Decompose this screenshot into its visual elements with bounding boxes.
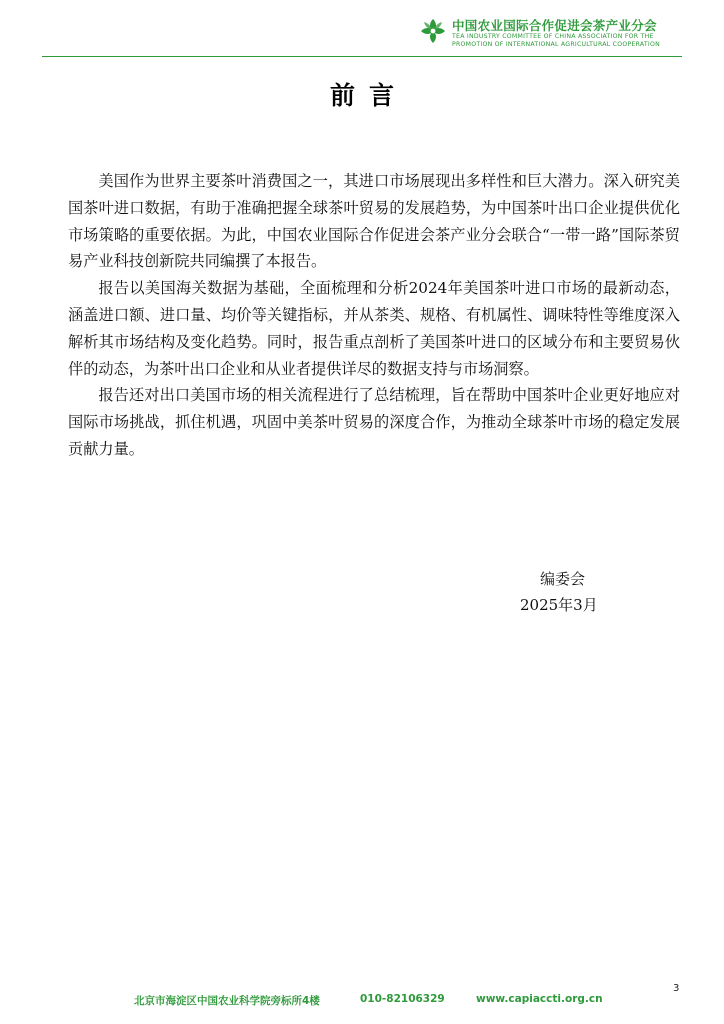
paragraph: 美国作为世界主要茶叶消费国之一，其进口市场展现出多样性和巨大潜力。深入研究美国茶叶进口数据，有助于准确把握全球茶叶贸易的发展趋势，为中国茶叶出口企业提供优化市场策略的重要依据。为此，中国农业国际合作促进会茶产业分会联合“一带一路”国际茶贸易产业科技创新院共同编撰了本报告。 (68, 172, 680, 271)
org-name-cn: 中国农业国际合作促进会茶产业分会 (452, 18, 657, 33)
page-title: 前言 (329, 81, 408, 110)
page-number: 3 (673, 983, 680, 994)
signature: 编委会 (540, 570, 586, 588)
org-name-en-line1: TEA INDUSTRY COMMITTEE OF CHINA ASSOCIATION FOR THE (452, 33, 654, 40)
paragraph: 报告还对出口美国市场的相关流程进行了总结梳理，旨在帮助中国茶叶企业更好地应对国际市场挑战，抓住机遇，巩固中美茶叶贸易的深度合作，为推动全球茶叶市场的稳定发展贡献力量。 (68, 386, 680, 458)
paragraph: 报告以美国海关数据为基础，全面梳理和分析2024年美国茶叶进口市场的最新动态，涵盖进口额、进口量、均价等关键指标，并从茶类、规格、有机属性、调味特性等维度深入解析其市场结构及变化趋势。同时，报告重点剖析了美国茶叶进口的区域分布和主要贸易伙伴的动态，为茶叶出口企业和从业者提供详尽的数据支持与市场洞察。 (68, 279, 680, 378)
footer-website-link[interactable]: www.capiaccti.org.cn (476, 993, 603, 1005)
org-name-en-line2: PROMOTION OF INTERNATIONAL AGRICULTURAL COOPERATION (452, 41, 660, 48)
page-header (0, 0, 724, 58)
tea-leaf-logo-icon (418, 16, 448, 46)
preface-body (68, 168, 680, 463)
signature-date: 2025年3月 (520, 596, 598, 614)
footer-address: 北京市海淀区中国农业科学院旁标所4楼 (134, 995, 320, 1007)
page-footer (0, 993, 724, 1013)
footer-phone: 010-82106329 (360, 993, 445, 1005)
header-divider (42, 56, 682, 57)
